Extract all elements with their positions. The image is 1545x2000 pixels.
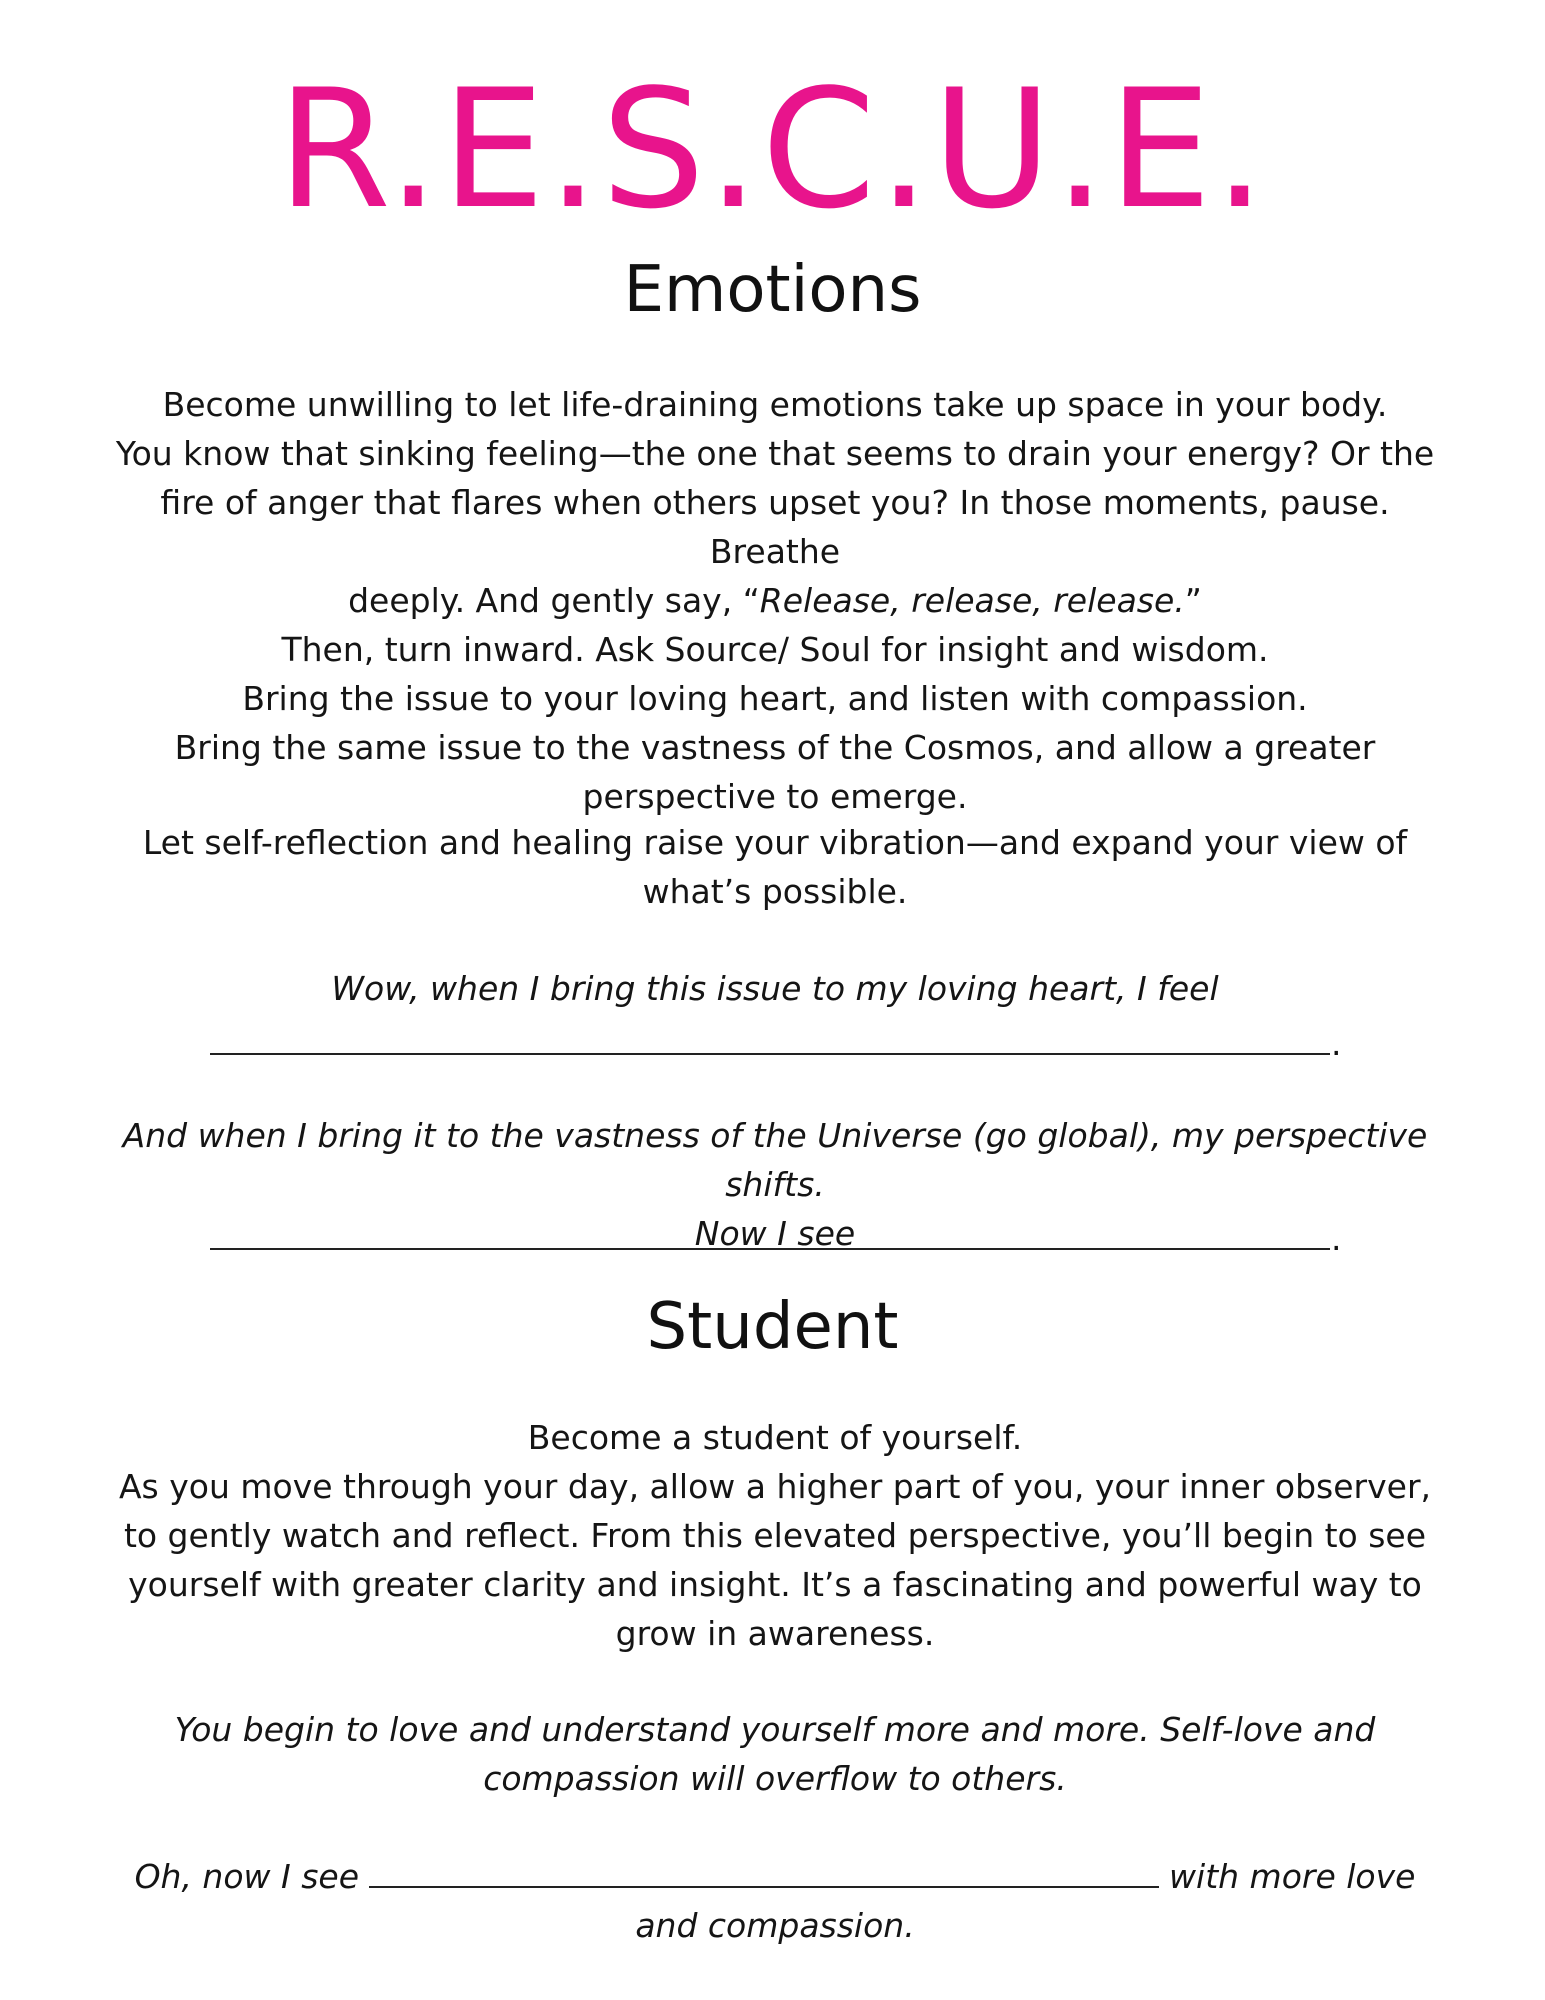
- student-prompt-suffix: with more love: [1169, 1857, 1416, 1896]
- student-prompt-end: and compassion.: [635, 1906, 915, 1945]
- heart-blank-period: .: [1331, 1024, 1342, 1063]
- student-prompt-prefix: Oh, now I see: [134, 1857, 360, 1896]
- release-intro-text: deeply. And gently say, “: [348, 581, 760, 620]
- rescue-title: R.E.S.C.U.E.: [277, 54, 1268, 245]
- universe-blank-period: .: [1331, 1219, 1342, 1258]
- emotions-reflection: [95, 818, 1455, 916]
- emotions-intro-line: fire of anger that flares when others upset you? In those moments, pause. Breathe: [160, 483, 1390, 571]
- heart-feeling-blank[interactable]: [210, 1053, 1330, 1055]
- emotions-intro-line: [95, 576, 1455, 625]
- affirmation-line: compassion will overflow to others.: [483, 1759, 1067, 1798]
- student-intro-line: As you move through your day, allow a higher part of you, your inner observer,: [118, 1467, 1432, 1506]
- student-prompt: [95, 1852, 1455, 1950]
- student-intro-line: to gently watch and reflect. From this elevated perspective, you’ll begin to see: [123, 1516, 1427, 1555]
- emotions-step-line: Then, turn inward. Ask Source/ Soul for insight and wisdom.: [281, 630, 1269, 669]
- student-intro: [95, 1413, 1455, 1658]
- student-prompt-line: [95, 1852, 1455, 1901]
- heart-prompt-text: Wow, when I bring this issue to my loving heart, I feel: [331, 969, 1219, 1008]
- emotions-step-line: Bring the same issue to the vastness of the Cosmos, and allow a greater: [174, 728, 1376, 767]
- release-close-quote: ”: [1184, 581, 1202, 620]
- student-intro-line: grow in awareness.: [615, 1614, 935, 1653]
- affirmation-line: You begin to love and understand yourself more and more. Self-love and: [174, 1710, 1376, 1749]
- student-affirmation: [95, 1705, 1455, 1803]
- emotions-step-line: Bring the issue to your loving heart, and listen with compassion.: [242, 679, 1308, 718]
- emotions-heading: Emotions: [623, 253, 922, 327]
- universe-prompt-line: Now I see: [694, 1214, 856, 1253]
- student-see-blank[interactable]: [369, 1856, 1159, 1888]
- student-intro-line: Become a student of yourself.: [527, 1418, 1023, 1457]
- emotions-intro-line: Become unwilling to let life-draining emotions take up space in your body.: [162, 385, 1388, 424]
- universe-prompt-line: And when I bring it to the vastness of the Universe (go global), my perspective shifts.: [122, 1116, 1428, 1204]
- heart-prompt: [95, 964, 1455, 1013]
- student-intro-line: yourself with greater clarity and insight. It’s a fascinating and powerful way to: [128, 1565, 1422, 1604]
- reflection-line: what’s possible.: [642, 872, 908, 911]
- universe-see-blank[interactable]: [210, 1248, 1330, 1250]
- emotions-step-line: perspective to emerge.: [582, 777, 968, 816]
- emotions-intro-line: You know that sinking feeling—the one that seems to drain your energy? Or the: [115, 434, 1435, 473]
- emotions-intro: [95, 380, 1455, 821]
- release-mantra: Release, release, release.: [759, 581, 1185, 620]
- reflection-line: Let self-reflection and healing raise your vibration—and expand your view of: [142, 823, 1408, 862]
- student-heading: Student: [646, 1290, 899, 1364]
- universe-prompt: [95, 1111, 1455, 1258]
